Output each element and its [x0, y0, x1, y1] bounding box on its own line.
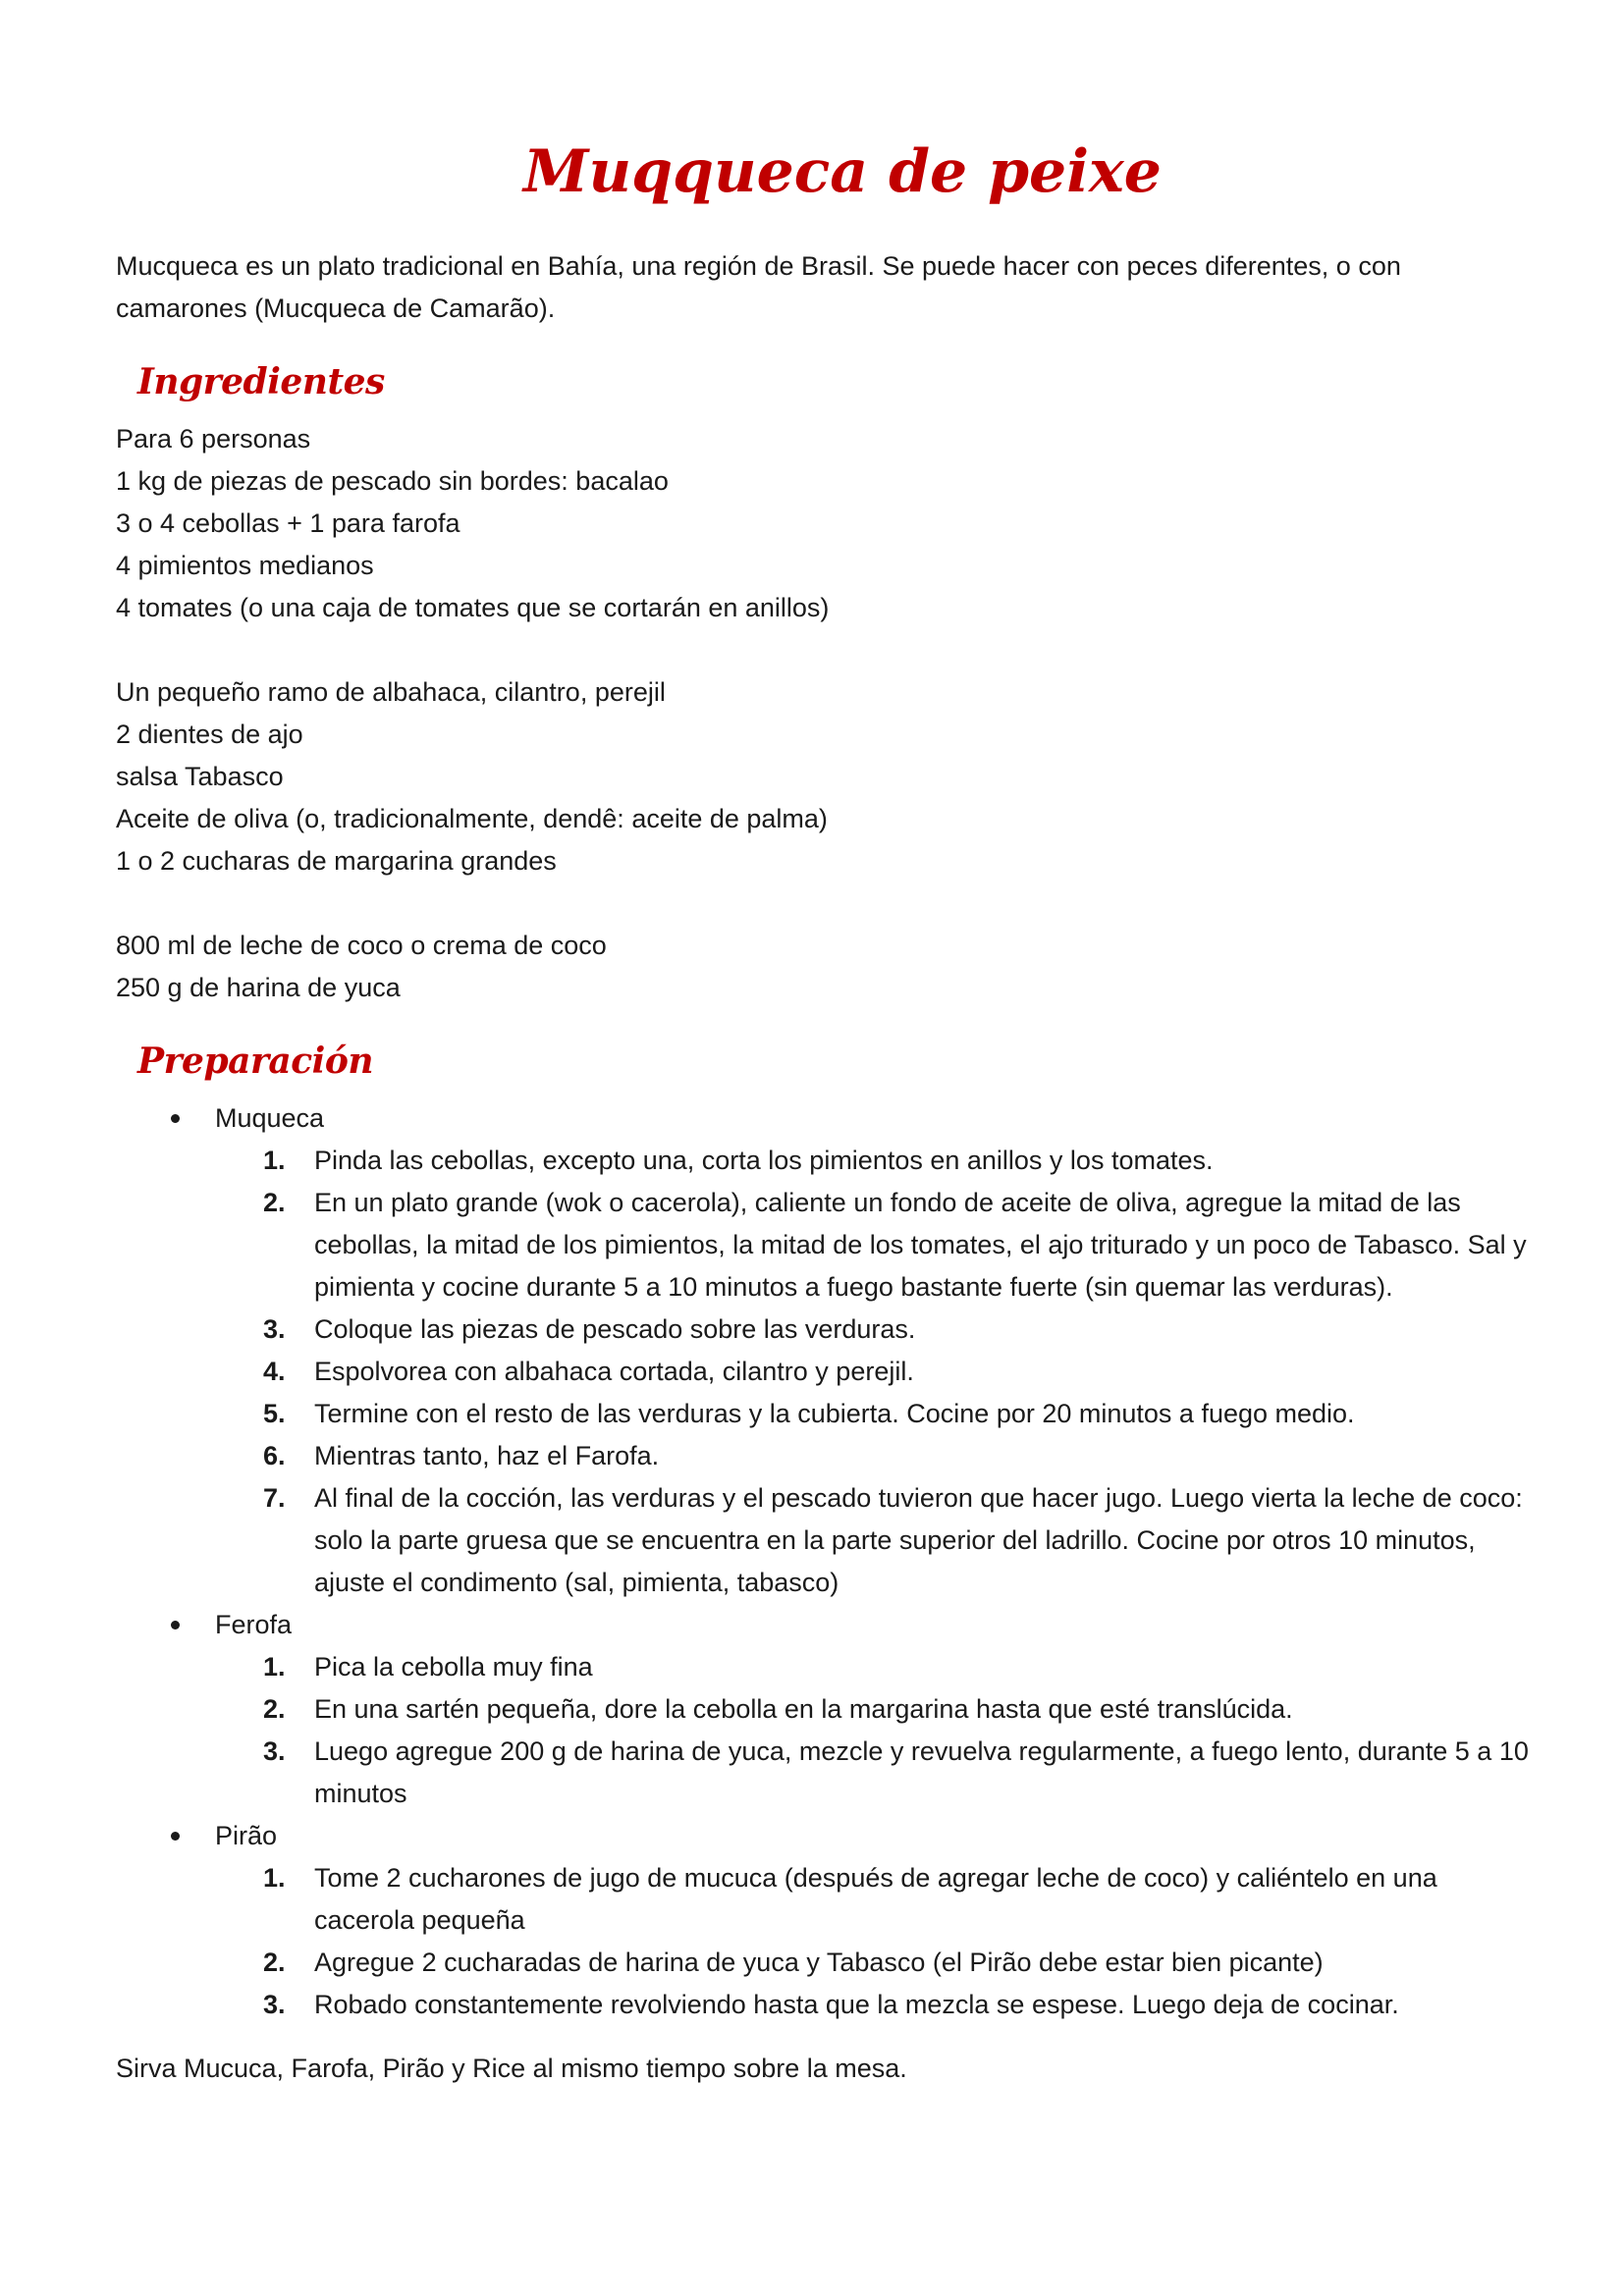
step-text: Mientras tanto, haz el Farofa.	[314, 1441, 660, 1470]
ingredient-line: 250 g de harina de yuca	[116, 973, 401, 1002]
ingredient-line: 1 kg de piezas de pescado sin bordes: bacalao	[116, 466, 669, 496]
step-item	[116, 1435, 1530, 1477]
step-text: Luego agregue 200 g de harina de yuca, mezcle y revuelva regularmente, a fuego lento, durante 5 a 10 minutos	[314, 1736, 1529, 1808]
page-title: Muqqueca de peixe	[523, 137, 1162, 206]
step-item	[116, 1351, 1530, 1393]
step-text: Agregue 2 cucharadas de harina de yuca y Tabasco (el Pirão debe estar bien picante)	[314, 1948, 1324, 1977]
step-number: 3.	[263, 1736, 286, 1766]
step-number: 2.	[263, 1948, 286, 1977]
bullet-icon	[171, 1832, 180, 1841]
step-item	[116, 1182, 1530, 1308]
step-item	[116, 1477, 1530, 1604]
ingredient-line: 4 pimientos medianos	[116, 551, 374, 580]
ingredient-line: 800 ml de leche de coco o crema de coco	[116, 931, 607, 960]
step-text: Coloque las piezas de pescado sobre las verduras.	[314, 1314, 916, 1344]
preparation-section	[116, 1604, 1530, 1815]
ingredient-line: salsa Tabasco	[116, 762, 284, 791]
step-text: Pica la cebolla muy fina	[314, 1652, 593, 1682]
closing-paragraph: Sirva Mucuca, Farofa, Pirão y Rice al mismo tiempo sobre la mesa.	[116, 2054, 907, 2083]
step-number: 7.	[263, 1483, 286, 1513]
section-heading	[116, 1097, 1530, 1140]
intro-paragraph: Mucqueca es un plato tradicional en Bahía, una región de Brasil. Se puede hacer con peces diferentes, o con camarones (Mucqueca de Camarão).	[116, 251, 1401, 323]
step-item	[116, 1646, 1530, 1688]
preparation-heading: Preparación	[137, 1041, 374, 1082]
section-heading	[116, 1604, 1530, 1646]
step-number: 5.	[263, 1399, 286, 1428]
step-text: Robado constantemente revolviendo hasta que la mezcla se espese. Luego deja de cocinar.	[314, 1990, 1399, 2019]
step-item	[116, 1308, 1530, 1351]
step-number: 3.	[263, 1990, 286, 2019]
step-text: Termine con el resto de las verduras y la cubierta. Cocine por 20 minutos a fuego medio.	[314, 1399, 1355, 1428]
step-text: Pinda las cebollas, excepto una, corta los pimientos en anillos y los tomates.	[314, 1146, 1214, 1175]
step-list	[116, 1857, 1530, 2026]
step-list	[116, 1646, 1530, 1815]
ingredient-line: 3 o 4 cebollas + 1 para farofa	[116, 508, 460, 538]
step-number: 3.	[263, 1314, 286, 1344]
step-item	[116, 1984, 1530, 2026]
step-number: 1.	[263, 1652, 286, 1682]
step-number: 2.	[263, 1188, 286, 1217]
preparation-list	[116, 1097, 1530, 2026]
ingredients-list	[116, 418, 1530, 1009]
step-text: Tome 2 cucharones de jugo de mucuca (después de agregar leche de coco) y caliéntelo en una cacerola pequeña	[314, 1863, 1437, 1935]
ingredient-line: Para 6 personas	[116, 424, 311, 454]
step-text: Espolvorea con albahaca cortada, cilantro y perejil.	[314, 1357, 914, 1386]
step-item	[116, 1140, 1530, 1182]
bullet-icon	[171, 1114, 180, 1123]
step-number: 6.	[263, 1441, 286, 1470]
ingredient-line	[116, 629, 1530, 671]
step-text: En un plato grande (wok o cacerola), caliente un fondo de aceite de oliva, agregue la mitad de las cebollas, la mitad de los pimientos, la mitad de los tomates, el ajo triturado y un poco de Tabasco. Sal y pimienta y cocine durante 5 a 10 minutos a fuego bastante fuerte (sin quemar las verduras).	[314, 1188, 1527, 1302]
bullet-icon	[171, 1621, 180, 1629]
step-item	[116, 1857, 1530, 1942]
section-name: Ferofa	[215, 1610, 293, 1639]
step-item	[116, 1942, 1530, 1984]
ingredient-line	[116, 882, 1530, 925]
step-list	[116, 1140, 1530, 1604]
recipe-page	[116, 128, 1530, 2090]
ingredient-line: Un pequeño ramo de albahaca, cilantro, perejil	[116, 677, 666, 707]
ingredients-heading: Ingredientes	[137, 361, 385, 402]
section-name: Pirão	[215, 1821, 278, 1850]
step-number: 2.	[263, 1694, 286, 1724]
ingredient-line: 2 dientes de ajo	[116, 720, 303, 749]
step-item	[116, 1688, 1530, 1731]
step-number: 4.	[263, 1357, 286, 1386]
step-number: 1.	[263, 1863, 286, 1893]
preparation-section	[116, 1815, 1530, 2026]
step-number: 1.	[263, 1146, 286, 1175]
step-text: En una sartén pequeña, dore la cebolla en la margarina hasta que esté translúcida.	[314, 1694, 1293, 1724]
step-item	[116, 1393, 1530, 1435]
ingredient-line: Aceite de oliva (o, tradicionalmente, dendê: aceite de palma)	[116, 804, 828, 833]
section-name: Muqueca	[215, 1103, 325, 1133]
ingredient-line: 1 o 2 cucharas de margarina grandes	[116, 846, 557, 876]
section-heading	[116, 1815, 1530, 1857]
preparation-section	[116, 1097, 1530, 1604]
step-text: Al final de la cocción, las verduras y el pescado tuvieron que hacer jugo. Luego vierta la leche de coco: solo la parte gruesa que se encuentra en la parte superior del ladrillo. Cocine por otros 10 minutos, ajuste el condimento (sal, pimienta, tabasco)	[314, 1483, 1523, 1597]
ingredient-line: 4 tomates (o una caja de tomates que se cortarán en anillos)	[116, 593, 830, 622]
step-item	[116, 1731, 1530, 1815]
